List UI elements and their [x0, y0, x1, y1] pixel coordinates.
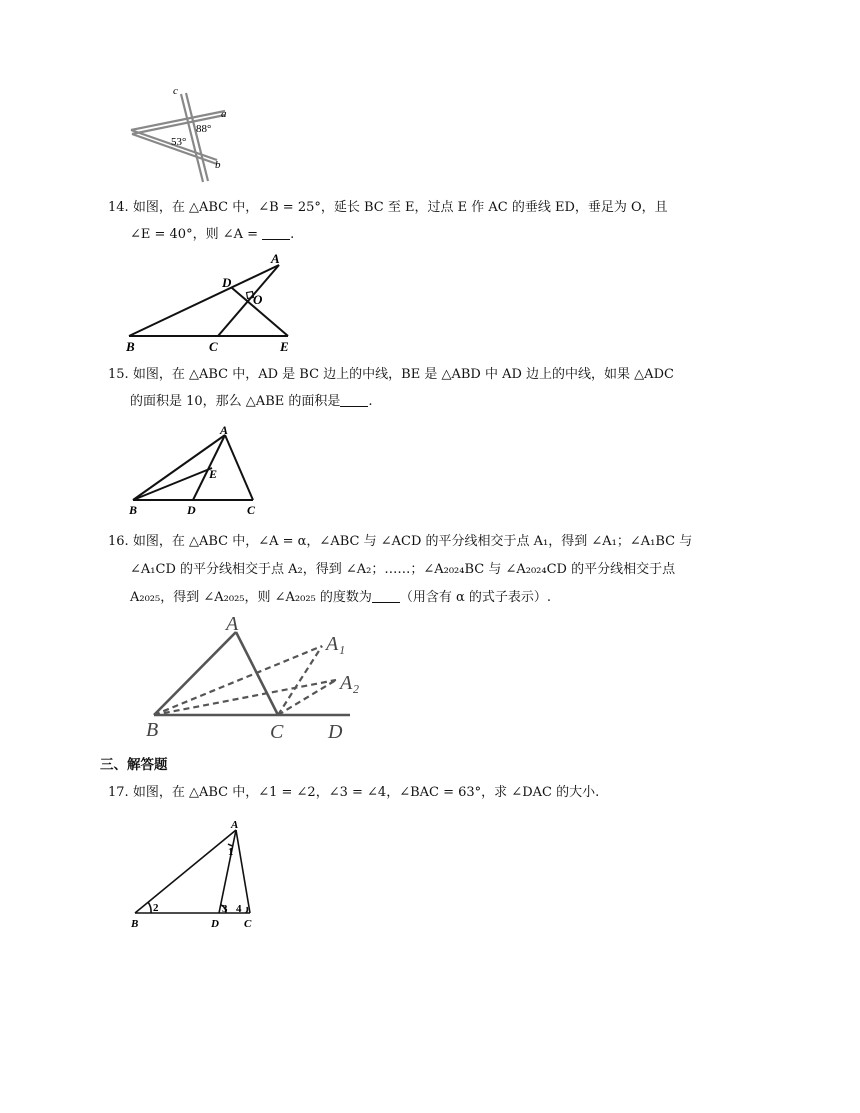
fig17-label-1: 1 [228, 846, 234, 858]
question-text-line3: A₂₀₂₅，得到 ∠A₂₀₂₅，则 ∠A₂₀₂₅ 的度数为 [130, 590, 372, 605]
fig14-label-D: D [222, 275, 232, 290]
question-text-line1: 如图，在 △ABC 中，∠B = 25°，延长 BC 至 E，过点 E 作 AC 的垂线 ED，垂足为 O，且 [132, 200, 668, 215]
question-15 [108, 361, 674, 388]
question-number: 17. [108, 785, 129, 800]
question-14-line2: ∠E = 40°，则 ∠A = . [130, 227, 295, 242]
answer-blank[interactable] [262, 225, 290, 240]
figure-q14 [120, 250, 300, 354]
section-heading: 三、解答题 [100, 757, 168, 773]
fig13-label-c: c [173, 85, 178, 97]
question-16 [108, 528, 692, 555]
question-17 [108, 779, 599, 806]
fig17-label-4: 4 [236, 903, 242, 915]
question-number: 16. [108, 534, 129, 549]
question-text-line1: 如图，在 △ABC 中，∠A = α，∠ABC 与 ∠ACD 的平分线相交于点 A₁，得到 ∠A₁；∠A₁BC 与 [132, 534, 693, 549]
fig14-label-O: O [253, 292, 263, 307]
answer-blank[interactable] [340, 392, 368, 407]
fig17-label-A: A [231, 819, 239, 831]
fig17-label-2: 2 [153, 902, 159, 914]
figure-q17 [125, 816, 265, 934]
fig14-label-B: B [126, 339, 135, 354]
fig16-label-B: B [146, 719, 159, 741]
fig15-label-A: A [220, 423, 229, 437]
question-16-line3: A₂₀₂₅，得到 ∠A₂₀₂₅，则 ∠A₂₀₂₅ 的度数为 （用含有 α 的式子表示）. [130, 590, 552, 605]
question-text-line2: 的面积是 10，那么 △ABE 的面积是 [130, 394, 341, 409]
question-14 [108, 194, 668, 221]
figure-q16 [140, 612, 380, 742]
fig14-label-E: E [280, 339, 289, 354]
fig16-label-C: C [270, 721, 284, 742]
fig15-label-E: E [209, 467, 218, 481]
fig13-label-a: a [221, 108, 227, 120]
fig17-label-D: D [211, 918, 219, 930]
fig15-label-C: C [247, 503, 256, 516]
answer-blank[interactable] [372, 588, 400, 603]
fig15-label-B: B [129, 503, 138, 516]
fig16-label-A2: A₂ [340, 672, 360, 694]
question-text-line1: 如图，在 △ABC 中，∠1 = ∠2，∠3 = ∠4，∠BAC = 63°，求 ∠DAC 的大小. [132, 785, 600, 800]
figure-q15 [125, 422, 265, 516]
fig14-label-A: A [271, 251, 280, 266]
question-text-line1: 如图，在 △ABC 中，AD 是 BC 边上的中线，BE 是 △ABD 中 AD 边上的中线，如果 △ADC [132, 367, 674, 382]
fig13-angle-53: 53° [171, 136, 187, 148]
question-text-line2: ∠E = 40°，则 ∠A = [130, 227, 263, 242]
fig17-label-B: B [131, 918, 139, 930]
question-15-line2: 的面积是 10，那么 △ABE 的面积是 . [130, 394, 373, 409]
fig16-label-A1: A₁ [326, 633, 346, 655]
question-number: 15. [108, 367, 129, 382]
question-16-line2 [130, 556, 675, 583]
fig13-label-b: b [215, 159, 221, 171]
fig13-angle-88: 88° [196, 123, 212, 135]
question-text-line2: ∠A₁CD 的平分线相交于点 A₂，得到 ∠A₂；……；∠A₂₀₂₄BC 与 ∠A₂₀₂₄CD 的平分线相交于点 [130, 562, 676, 577]
fig14-label-C: C [209, 339, 218, 354]
fig17-label-C: C [244, 918, 252, 930]
figure-q13 [125, 82, 235, 184]
fig17-label-3: 3 [222, 903, 228, 915]
fig15-label-D: D [187, 503, 196, 516]
fig16-label-D: D [328, 721, 343, 742]
question-number: 14. [108, 200, 129, 215]
fig16-label-A: A [226, 613, 239, 635]
